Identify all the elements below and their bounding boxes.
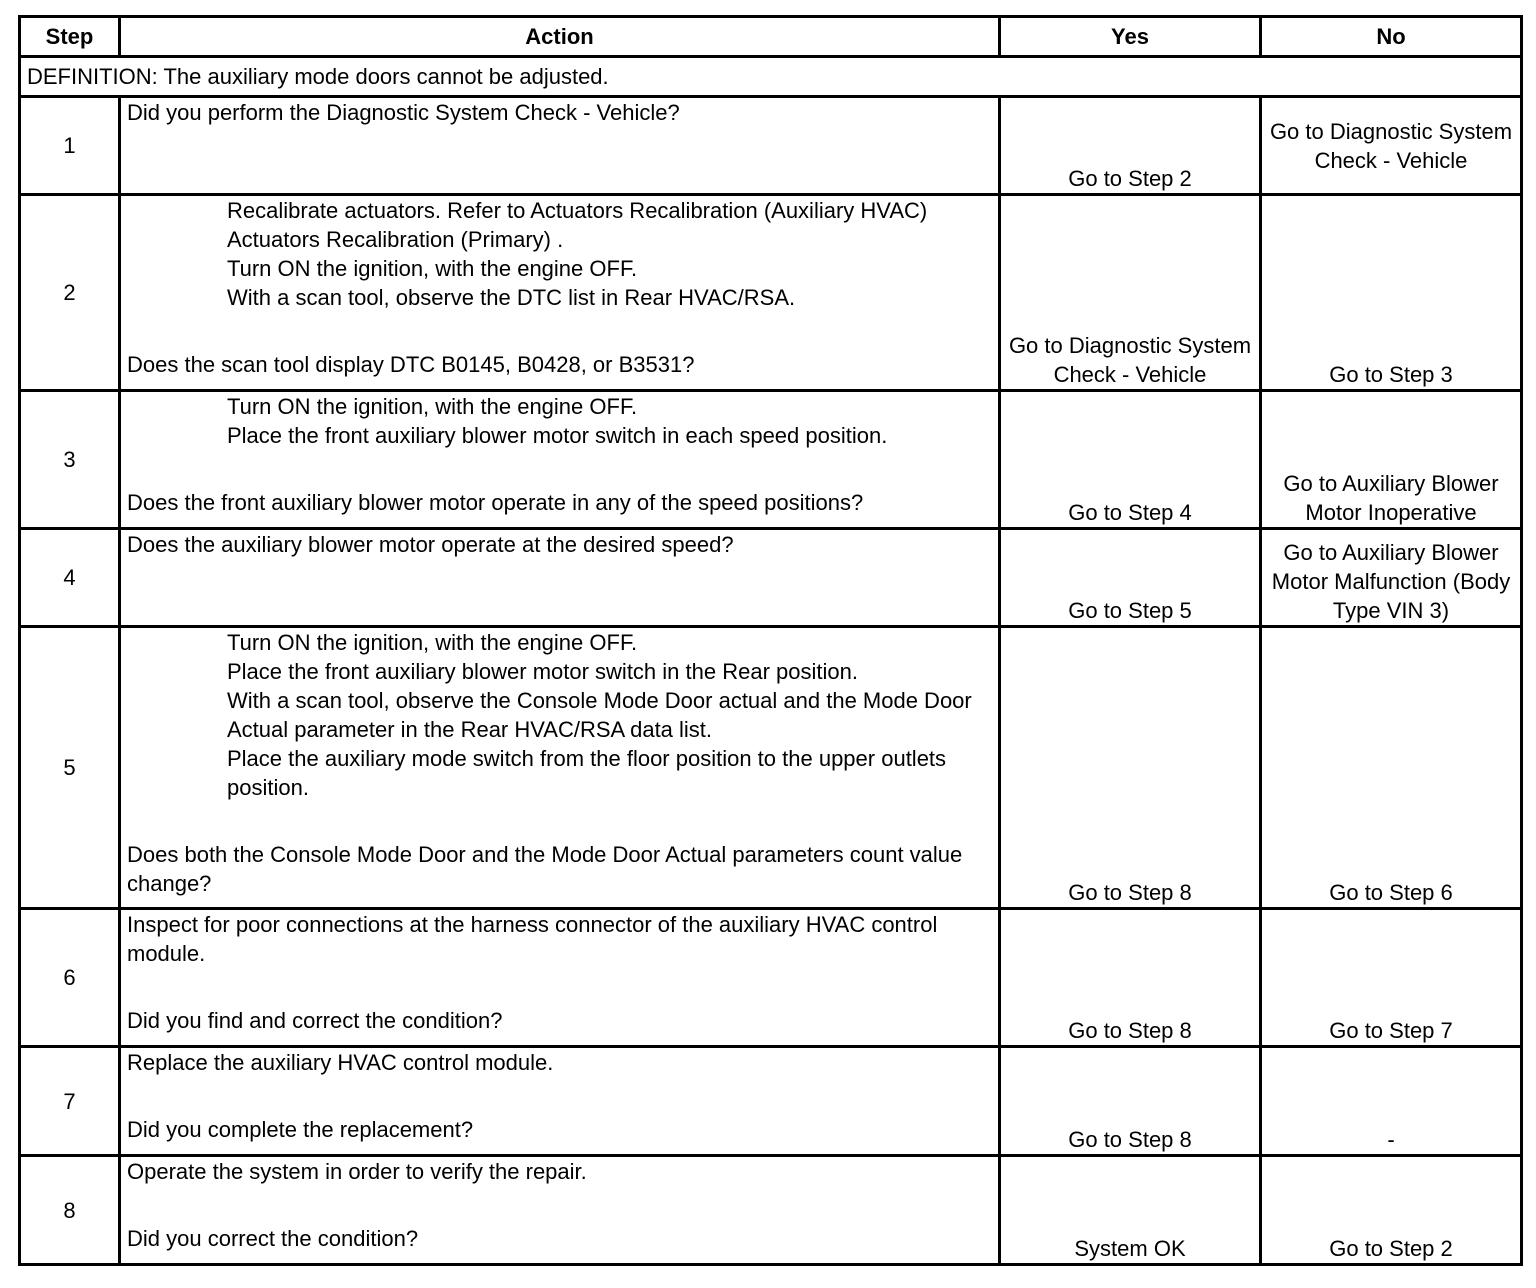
action-cell — [120, 1156, 1000, 1265]
no-cell: Go to Diagnostic System Check - Vehicle — [1261, 97, 1522, 195]
table-row — [20, 1047, 1522, 1156]
action-cell — [120, 627, 1000, 909]
step-number: 1 — [20, 97, 120, 195]
yes-cell: Go to Step 8 — [1000, 1047, 1261, 1156]
diagnostic-table — [18, 15, 1523, 1266]
table-row — [20, 627, 1522, 909]
no-cell: Go to Step 7 — [1261, 909, 1522, 1047]
header-no: No — [1261, 17, 1522, 57]
table-row — [20, 195, 1522, 391]
yes-cell: Go to Step 8 — [1000, 909, 1261, 1047]
yes-cell: System OK — [1000, 1156, 1261, 1265]
instruction-text: Turn ON the ignition, with the engine OFF. — [227, 394, 638, 419]
action-cell — [120, 391, 1000, 529]
question-text: Does the front auxiliary blower motor operate in any of the speed positions? — [127, 490, 864, 515]
instruction-text: Turn ON the ignition, with the engine OFF. — [227, 630, 638, 655]
instruction-text: With a scan tool, observe the Console Mode Door actual and the Mode Door Actual parameter in the Rear HVAC/RSA data list. — [227, 688, 972, 742]
step-number: 3 — [20, 391, 120, 529]
question-text: Did you perform the Diagnostic System Check - Vehicle? — [127, 100, 680, 125]
instruction-text: Recalibrate actuators. Refer to Actuators Recalibration (Auxiliary HVAC) Actuators Recalibration (Primary) . — [227, 198, 928, 252]
no-cell: - — [1261, 1047, 1522, 1156]
no-cell: Go to Auxiliary Blower Motor Inoperative — [1261, 391, 1522, 529]
no-cell: Go to Step 3 — [1261, 195, 1522, 391]
no-cell: Go to Step 2 — [1261, 1156, 1522, 1265]
action-cell — [120, 529, 1000, 627]
yes-cell: Go to Step 2 — [1000, 97, 1261, 195]
header-step: Step — [20, 17, 120, 57]
table-row — [20, 529, 1522, 627]
instruction-text: Place the auxiliary mode switch from the floor position to the upper outlets position. — [227, 746, 947, 800]
header-row — [20, 17, 1522, 57]
question-text: Does both the Console Mode Door and the Mode Door Actual parameters count value change? — [127, 842, 963, 896]
question-text: Does the scan tool display DTC B0145, B0428, or B3531? — [127, 352, 695, 377]
step-number: 8 — [20, 1156, 120, 1265]
definition-text: DEFINITION: The auxiliary mode doors cannot be adjusted. — [20, 57, 1522, 97]
question-text: Does the auxiliary blower motor operate at the desired speed? — [127, 532, 734, 557]
question-text: Did you find and correct the condition? — [127, 1008, 503, 1033]
step-number: 5 — [20, 627, 120, 909]
definition-row — [20, 57, 1522, 97]
step-number: 6 — [20, 909, 120, 1047]
header-action: Action — [120, 17, 1000, 57]
table-row — [20, 391, 1522, 529]
step-number: 2 — [20, 195, 120, 391]
action-cell — [120, 195, 1000, 391]
action-cell — [120, 909, 1000, 1047]
step-number: 7 — [20, 1047, 120, 1156]
instruction-text: Turn ON the ignition, with the engine OFF. — [227, 256, 638, 281]
header-yes: Yes — [1000, 17, 1261, 57]
yes-cell: Go to Step 8 — [1000, 627, 1261, 909]
instruction-text: Place the front auxiliary blower motor switch in the Rear position. — [227, 659, 858, 684]
no-cell: Go to Step 6 — [1261, 627, 1522, 909]
no-cell: Go to Auxiliary Blower Motor Malfunction (Body Type VIN 3) — [1261, 529, 1522, 627]
instruction-text: With a scan tool, observe the DTC list in Rear HVAC/RSA. — [227, 285, 796, 310]
instruction-text: Place the front auxiliary blower motor switch in each speed position. — [227, 423, 888, 448]
yes-cell: Go to Step 4 — [1000, 391, 1261, 529]
question-text: Did you correct the condition? — [127, 1226, 419, 1251]
yes-cell: Go to Step 5 — [1000, 529, 1261, 627]
table-row — [20, 1156, 1522, 1265]
lead-text: Inspect for poor connections at the harness connector of the auxiliary HVAC control module. — [127, 912, 938, 966]
yes-cell: Go to Diagnostic System Check - Vehicle — [1000, 195, 1261, 391]
lead-text: Replace the auxiliary HVAC control module. — [127, 1050, 554, 1075]
action-cell — [120, 1047, 1000, 1156]
table-row — [20, 97, 1522, 195]
table-row — [20, 909, 1522, 1047]
action-cell — [120, 97, 1000, 195]
lead-text: Operate the system in order to verify the repair. — [127, 1159, 587, 1184]
step-number: 4 — [20, 529, 120, 627]
question-text: Did you complete the replacement? — [127, 1117, 474, 1142]
